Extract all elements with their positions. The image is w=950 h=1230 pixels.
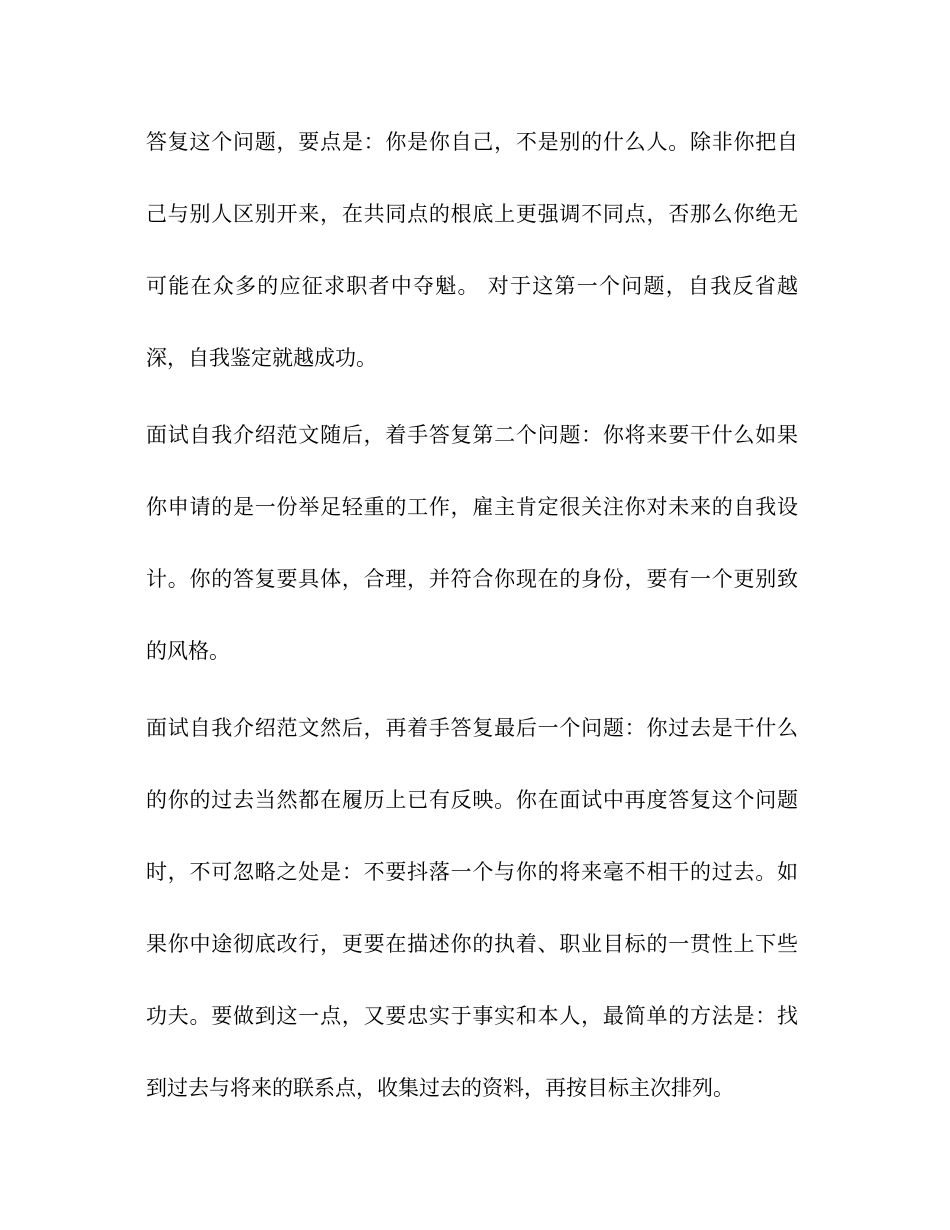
text-line: 你申请的是一份举足轻重的工作，雇主肯定很关注你对未来的自我设	[146, 495, 798, 519]
body-text	[146, 122, 798, 1145]
paragraph-1	[146, 122, 798, 410]
text-line: 面试自我介绍范文随后，着手答复第二个问题：你将来要干什么如果	[146, 423, 798, 447]
text-line: 面试自我介绍范文然后，再着手答复最后一个问题：你过去是干什么	[146, 716, 798, 740]
paragraph-3	[146, 708, 798, 1140]
text-line: 时，不可忽略之处是：不要抖落一个与你的将来毫不相干的过去。如	[146, 860, 798, 884]
text-line: 功夫。要做到这一点，又要忠实于事实和本人，最简单的方法是：找	[146, 1004, 798, 1028]
text-line: 的你的过去当然都在履历上已有反映。你在面试中再度答复这个问题	[146, 788, 798, 812]
text-line: 的风格。	[146, 639, 230, 663]
text-line: 可能在众多的应征求职者中夺魁。 对于这第一个问题，自我反省越	[146, 274, 798, 298]
text-line: 到过去与将来的联系点，收集过去的资料，再按目标主次排列。	[146, 1076, 734, 1100]
text-line: 深，自我鉴定就越成功。	[146, 346, 377, 370]
text-line: 计。你的答复要具体，合理，并符合你现在的身份，要有一个更别致	[146, 567, 798, 591]
text-line: 答复这个问题，要点是：你是你自己，不是别的什么人。除非你把自	[146, 130, 798, 154]
paragraph-2	[146, 415, 798, 703]
text-line: 己与别人区别开来，在共同点的根底上更强调不同点，否那么你绝无	[146, 202, 798, 226]
text-line: 果你中途彻底改行，更要在描述你的执着、职业目标的一贯性上下些	[146, 932, 798, 956]
